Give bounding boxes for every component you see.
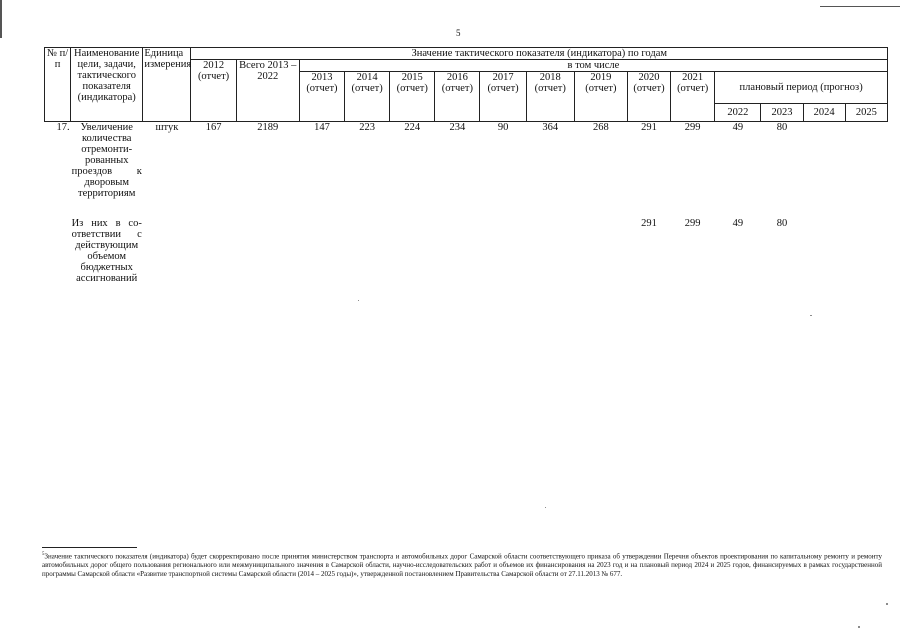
cell-plan-2024 [803,122,845,218]
cell-2017 [480,218,526,298]
row-name-line: Из них в со- [71,217,142,229]
cell-2012 [191,218,236,298]
row-unit [143,218,191,298]
cell-plan-2022: 49 [732,217,744,229]
cell-2020: 291 [641,122,657,133]
row-num [45,218,71,298]
footnote-marker: 5 [42,552,45,557]
scan-speck [358,300,359,301]
cell-total: 2189 [257,122,279,133]
header-plan-period: плановый период (прогноз) [715,72,888,104]
header-plan-2022: 2022 [715,104,761,122]
row-name [71,218,143,298]
cell-plan-2025 [845,122,887,218]
table-row [45,122,888,218]
table-body [45,122,888,298]
header-values: Значение тактического показателя (индикатора) по годам [191,48,888,60]
header-year-2017: 2017 (отчет) [480,72,526,122]
cell-2020: 291 [641,217,657,229]
header-num: № п/п [45,48,71,122]
row-name-line: рованных [84,155,129,166]
row-name-line: действующим [75,239,139,251]
cell-2018: 364 [542,122,559,133]
scan-speck [810,315,812,316]
cell-2017: 90 [497,122,509,133]
header-year-2014: 2014 (отчет) [345,72,390,122]
scan-speck [886,603,888,605]
header-in-that-number: в том числе [299,60,887,72]
row-name-line: отремонти- [81,144,133,155]
cell-2019: 268 [593,122,609,133]
row-name-line: бюджетных [80,261,133,273]
header-plan-2024: 2024 [803,104,845,122]
row-name-line: дворовым [84,177,130,188]
row-name-line: проездов к [71,166,142,177]
header-year-2015: 2015 (отчет) [390,72,435,122]
cell-2016 [435,218,480,298]
footnote [42,550,882,579]
scan-speck [858,626,860,628]
cell-plan-2023: 80 [776,217,788,229]
footnote-rule [42,547,137,548]
row-name-line: ассигнований [76,272,138,284]
row-unit: штук [155,122,179,133]
cell-2014 [345,218,390,298]
footnote-text: Значение тактического показателя (индикатора) будет скорректировано после принятия министерством транспорта и автомобильных дорог Самарской области соответствующего приказа об утверждении Перечня объектов проектирования по капитальному ремонту и ремонту автомобильных дорог общего пользования регионального или межмуниципального значения в Самарской области, научно-исследовательских работ и объемов их финансирования на 2023 год и на плановый период 2024 и 2025 годов, финансируемых в рамках государственной программы Самарской области «Развитие транспортной системы Самарской области (2014 – 2025 годы)», утвержденной постановлением Правительства Самарской области от 27.11.2013 № 677. [42,552,882,579]
left-edge-mark [0,0,2,38]
header-name: Наименование цели, задачи, тактического показателя (индикатора) [71,48,143,122]
cell-2019 [574,218,627,298]
header-total: Всего 2013 – 2022 [236,60,299,122]
cell-2016: 234 [449,122,466,133]
cell-2021: 299 [684,217,701,229]
cell-plan-2025 [845,218,887,298]
row-name-line: объемом [87,250,127,262]
cell-plan-2024 [803,218,845,298]
cell-2018 [526,218,574,298]
row-name-line: ответствии с [71,228,142,240]
row-name-line: количества [81,133,132,144]
table-row [45,218,888,298]
cell-total [236,218,299,298]
row-name-line: территориям [77,188,136,199]
page-number: 5 [456,28,461,38]
header-2012: 2012 (отчет) [191,60,236,122]
cell-2015 [390,218,435,298]
header-plan-2025: 2025 [845,104,887,122]
cell-2013 [299,218,344,298]
row-name-line: Увеличение [80,122,133,133]
header-year-2013: 2013 (отчет) [299,72,344,122]
scan-speck [545,507,546,508]
header-year-2016: 2016 (отчет) [435,72,480,122]
cell-2013: 147 [314,122,330,133]
table-header [45,48,888,122]
cell-plan-2023: 80 [776,122,788,133]
header-year-2018: 2018 (отчет) [526,72,574,122]
row-name [71,122,143,218]
cell-2021: 299 [684,122,701,133]
row-num: 17. [56,122,70,133]
cell-2012: 167 [205,122,222,133]
cell-plan-2022: 49 [732,122,744,133]
header-unit: Единица измерения [143,48,191,122]
header-plan-2023: 2023 [761,104,803,122]
indicator-table [44,47,888,298]
header-year-2019: 2019 (отчет) [574,72,627,122]
top-right-edge-mark [820,6,900,7]
header-year-2020: 2020 (отчет) [627,72,670,122]
cell-2015: 224 [404,122,421,133]
header-year-2021: 2021 (отчет) [671,72,715,122]
cell-2014: 223 [359,122,375,133]
